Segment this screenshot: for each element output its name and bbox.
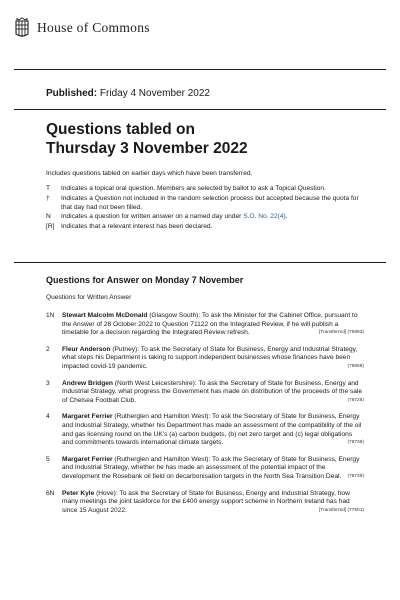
question-body	[62, 380, 364, 406]
question-text: To ask the Secretary of State for Business, Energy and Industrial Strategy, whether he has made an assessment of the potential impact of the development the Rosebank oil field on decarbonisation targets in the North Sea Transition Deal.	[62, 455, 360, 480]
title-line-1: Questions tabled on	[46, 121, 195, 138]
question-reference: (78738)	[343, 439, 364, 448]
published-date: Friday 4 November 2022	[99, 88, 210, 99]
legend-text: Indicates that a relevant interest has been declared.	[61, 222, 213, 230]
legend-text: Indicates a Question not included in the random selection process but accepted because the quota for that day had not been filled.	[61, 194, 359, 211]
question-item	[46, 312, 364, 338]
question-body	[62, 346, 364, 372]
question-body	[62, 456, 364, 482]
portcullis-icon	[14, 17, 30, 39]
page-title	[46, 120, 346, 158]
question-item	[46, 413, 364, 447]
member-name: Peter Kyle	[62, 489, 95, 497]
member-name: Fleur Anderson	[62, 345, 111, 353]
member-name: Margaret Ferrier	[62, 413, 113, 421]
section-subtitle: Questions for Written Answer	[46, 294, 132, 301]
legend-item	[46, 184, 366, 193]
legend-text-main: Indicates a question for written answer on a named day under	[61, 213, 242, 221]
section-divider	[14, 262, 386, 263]
constituency: (North West Leicestershire):	[112, 379, 199, 387]
constituency: (Rutherglen and Hamilton West):	[112, 455, 213, 463]
question-reference: (78726)	[343, 397, 364, 406]
legend-symbol: T	[46, 185, 51, 192]
published-divider	[14, 109, 386, 110]
question-reference: (78858)	[343, 363, 364, 372]
published-label: Published:	[46, 88, 98, 99]
legend-symbol: [R]	[46, 222, 55, 230]
legend-item	[46, 212, 366, 221]
question-text: To ask the Secretary of State for Business, Energy and Industrial Strategy, what steps his Department is taking to support independent businesses whose finances have been impacted covid-19 pandemic.	[62, 345, 358, 370]
question-reference: [Transferred] (75993)	[315, 329, 364, 338]
intro-text: Includes questions tabled on earlier days which have been transferred.	[46, 170, 253, 177]
question-number: 6N	[46, 489, 55, 497]
constituency: (Glasgow South):	[147, 312, 202, 319]
title-line-2: Thursday 3 November 2022	[46, 140, 248, 157]
legend	[46, 184, 366, 231]
legend-text: Indicates a topical oral question. Members are selected by ballot to ask a Topical Question.	[61, 185, 326, 192]
question-number: 3	[46, 379, 50, 387]
question-number: 4	[46, 413, 50, 421]
member-name: Andrew Bridgen	[62, 379, 113, 387]
question-number: 1N	[46, 312, 55, 319]
constituency: (Hove):	[94, 489, 120, 497]
question-item	[46, 380, 364, 406]
legend-symbol: †	[46, 194, 50, 202]
legend-item	[46, 222, 366, 231]
legend-symbol: N	[46, 213, 51, 221]
question-number: 5	[46, 455, 50, 463]
question-item	[46, 456, 364, 482]
legend-item	[46, 194, 366, 212]
constituency: (Putney):	[110, 345, 141, 353]
top-divider	[14, 69, 386, 70]
question-item	[46, 346, 364, 372]
question-text: To ask the Minister for the Cabinet Office, pursuant to the Answer of 28 October 2022 to Question 71122 on the Integrated Review, if he will publish a timetable for a decision regarding the Integrated Review refresh.	[62, 312, 358, 337]
question-text: To ask the Secretary of State for Business, Energy and Industrial Strategy, how many meetings the joint taskforce for the £400 energy support scheme in Northern Ireland has had since 15 August 2022.	[62, 489, 350, 514]
constituency: (Rutherglen and Hamilton West):	[112, 413, 213, 421]
page-header	[14, 12, 150, 44]
member-name: Stewart Malcolm McDonald	[62, 312, 148, 319]
published-line	[46, 88, 210, 99]
questions-list	[46, 312, 364, 515]
org-title: House of Commons	[37, 20, 150, 35]
legend-text	[61, 212, 366, 221]
question-number: 2	[46, 345, 50, 353]
question-text: To ask the Secretary of State for Business, Energy and Industrial Strategy, what progress the Government has made on distribution of the proceeds of the sale of Chelsea Football Club.	[62, 379, 363, 404]
question-body	[62, 413, 364, 447]
question-reference: (78739)	[343, 473, 364, 482]
question-item	[46, 490, 364, 516]
legend-suffix: .	[285, 213, 288, 221]
section-title: Questions for Answer on Monday 7 November	[46, 275, 244, 285]
standing-order-link[interactable]: S.O. No. 22(4)	[243, 213, 286, 221]
member-name: Margaret Ferrier	[62, 455, 113, 463]
question-text: To ask the Secretary of State for Business, Energy and Industrial Strategy, whether his Department has made an assessment of the compatibility of the oil and gas licensing round on the UK's (a) carbon budgets, (b) net zero target and (c) legal obligations and commitments towards international climate targets.	[62, 413, 362, 447]
question-reference: [Transferred] (77501)	[315, 507, 364, 516]
